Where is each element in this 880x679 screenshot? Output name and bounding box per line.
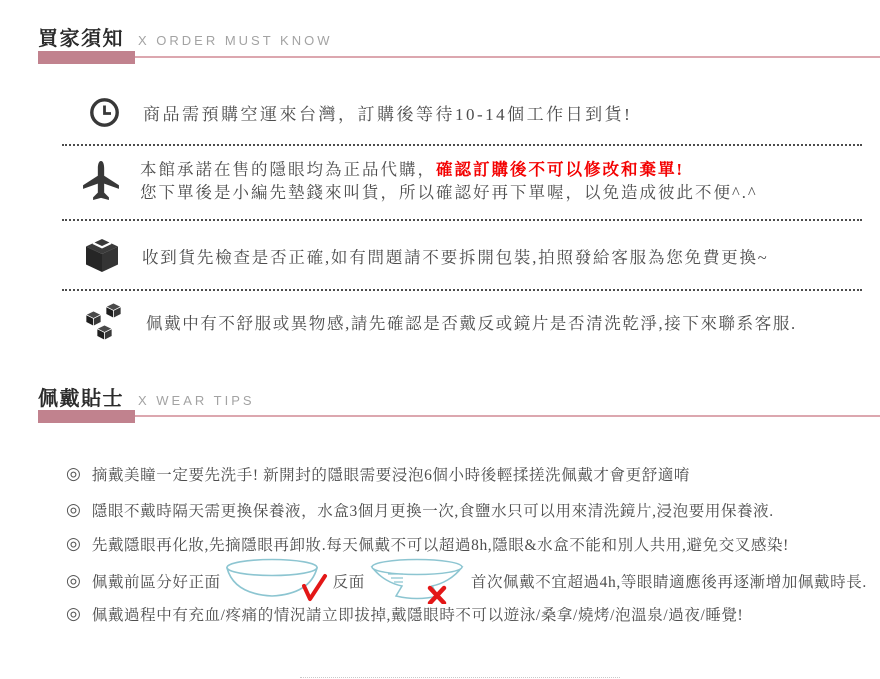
buyer-section-header [38, 22, 333, 51]
divider-accent-line [135, 415, 880, 417]
wear-section-header [38, 382, 255, 411]
dotted-divider [62, 144, 862, 146]
notice-shipping [88, 96, 632, 129]
notice-inspect-text: 收到貨先檢查是否正確,如有問題請不要拆開包裝,拍照發給客服為您免費更換~ [142, 248, 769, 267]
wear-section-title: 佩戴貼士 [38, 388, 124, 410]
tip-text-front-label: 佩戴前區分好正面 [91, 574, 221, 591]
tip-text-reverse-label: 反面 [332, 574, 365, 591]
tip-lens-orientation [66, 558, 867, 604]
package-box-icon [84, 238, 120, 274]
divider-accent-line [135, 56, 880, 58]
tip-text: 摘戴美瞳一定要先洗手! 新開封的隱眼需要浸泡6個小時後輕揉搓洗佩戴才會更舒適唷 [91, 467, 691, 484]
dotted-divider [62, 289, 862, 291]
notice-authentic-line1: 本館承諾在售的隱眼均為正品代購， [140, 160, 436, 179]
tip-remove-if-pain [66, 603, 743, 625]
bullseye-bullet: ◎ [66, 463, 81, 484]
tip-text: 隱眼不戴時隔天需更換保養液，水盒3個月更換一次,食鹽水只可以用來清洗鏡片,浸泡要用保養液. [91, 503, 774, 520]
dotted-divider [62, 219, 862, 221]
bullseye-bullet: ◎ [66, 533, 81, 554]
lens-inverted-side-image [368, 558, 468, 609]
airplane-icon [82, 159, 120, 203]
tip-text: 佩戴過程中有充血/疼痛的情況請立即拔掉,戴隱眼時不可以遊泳/桑拿/燒烤/泡溫泉/過夜/睡覺! [91, 607, 744, 624]
notice-discomfort-text: 佩戴中有不舒服或異物感,請先確認是否戴反或鏡片是否清洗乾淨,接下來聯系客服. [146, 314, 797, 333]
tip-text: 先戴隱眼再化妝,先摘隱眼再卸妝.每天佩戴不可以超過8h,隱眼&水盒不能和別人共用,避免交叉感染! [91, 537, 789, 554]
wear-section-subtitle: X WEAR TIPS [138, 393, 255, 408]
tip-makeup-order [66, 533, 789, 555]
wear-section-divider [38, 410, 880, 423]
notice-authentic-text [140, 158, 758, 204]
buyer-section-title: 買家須知 [38, 28, 124, 50]
notice-authentic-warning: 確認訂購後不可以修改和棄單! [436, 160, 684, 179]
notice-inspect [84, 238, 768, 274]
bullseye-bullet: ◎ [66, 499, 81, 520]
notice-shipping-text: 商品需預購空運來台灣，訂購後等待10-14個工作日到貨! [143, 105, 633, 124]
tip-wash-hands [66, 463, 690, 485]
lens-correct-side-image [224, 558, 330, 609]
clock-icon [88, 96, 121, 129]
buyer-section-subtitle: X ORDER MUST KNOW [138, 33, 333, 48]
notice-authentic [82, 158, 758, 204]
stacked-cubes-icon [84, 301, 128, 343]
divider-accent-block [38, 51, 135, 64]
bullseye-bullet: ◎ [66, 570, 81, 591]
tip-text-duration: 首次佩戴不宜超過4h,等眼睛適應後再逐漸增加佩戴時長. [470, 574, 867, 591]
bullseye-bullet: ◎ [66, 603, 81, 624]
faint-bottom-divider [300, 677, 620, 678]
tip-solution-change [66, 499, 774, 521]
buyer-section-divider [38, 51, 880, 64]
notice-discomfort [84, 301, 797, 343]
divider-accent-block [38, 410, 135, 423]
notice-authentic-line2: 您下單後是小編先墊錢來叫貨，所以確認好再下單喔，以免造成彼此不便^.^ [140, 183, 758, 202]
